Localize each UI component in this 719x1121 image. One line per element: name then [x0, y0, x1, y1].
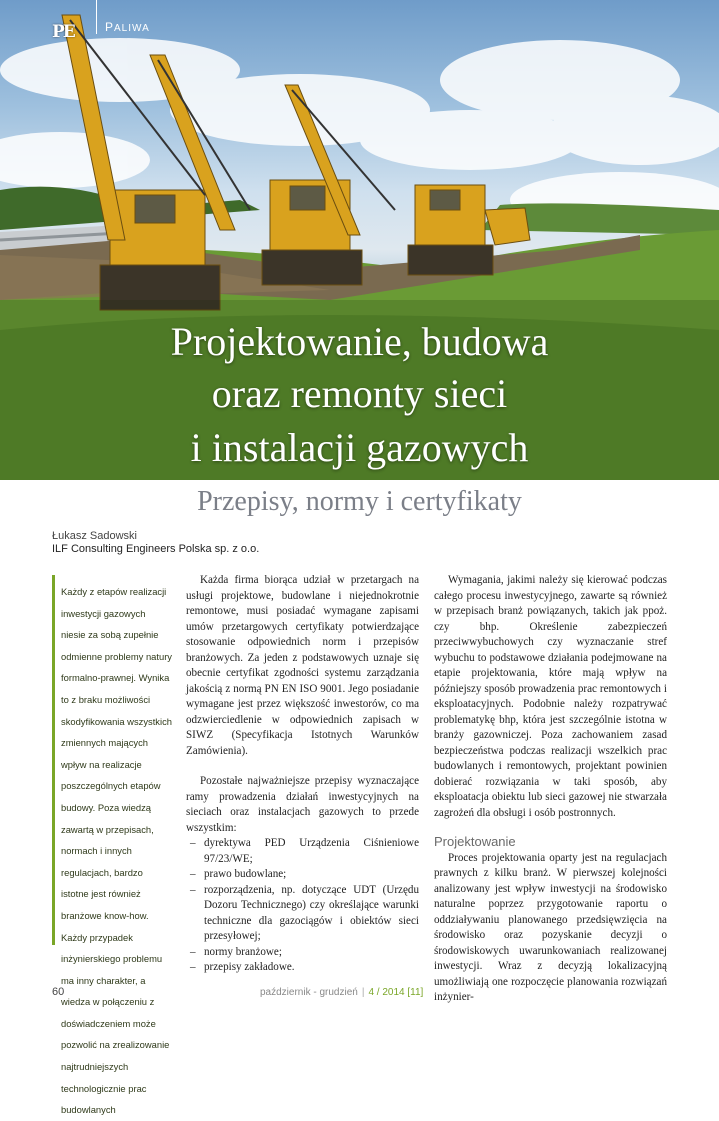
article-title-line-2: oraz remonty sieci: [211, 371, 508, 416]
issue-date: październik - grudzień: [260, 987, 358, 998]
body-paragraph: Proces projektowania oparty jest na regulacjach prawnych z kilku branż. W pierwszej kolejności analizowany jest wpływ inwestycji na środowisko naturalne poprzez przygotowanie raportu o oddziaływaniu planowanego przedsięwzięcia na środowisko oraz pozyskanie decyzji o środowiskowych uwarunkowaniach realizowanej inwestycji. Wraz z decyzją lokalizacyjną umożliwiają one rozpoczęcie planowania rozwiązań inżynier-: [434, 851, 667, 1003]
author-name: Łukasz Sadowski: [52, 530, 137, 542]
hero-image: [0, 0, 719, 480]
footer-divider: |: [361, 987, 365, 998]
article-subtitle: Przepisy, normy i certyfikaty: [197, 486, 522, 517]
list-item: – dyrektywa PED Urządzenia Ciśnieniowe 97/23/WE;: [186, 836, 419, 867]
regulations-list: [186, 836, 419, 976]
article-title-line-3: i instalacji gazowych: [190, 425, 529, 470]
issue-number: 4 / 2014 [11]: [368, 987, 424, 998]
header-divider: [96, 0, 97, 34]
list-item: – przepisy zakładowe.: [186, 960, 419, 976]
body-column-2: [186, 573, 419, 976]
lead-text: Każdy z etapów realizacji inwestycji gazowych niesie za sobą zupełnie odmienne problemy natury formalno-prawnej. Wynika to z braku możliwości skodyfikowania wszystkich zmiennych mających wpływ na realizacje poszczególnych etapów budowy. Poza wiedzą zawartą w przepisach, normach i innych regulacjach, bardzo istotne jest również branżowe know-how. Każdy przypadek inżynierskiego problemu ma inny charakter, a wiedza w połączeniu z doświadczeniem może pozwolić na zrealizowanie najtrudniejszych technologicznie prac budowlanych: [61, 586, 172, 1116]
logo-text: PE: [52, 22, 74, 42]
body-paragraph: Pozostałe najważniejsze przepisy wyznaczające ramy prowadzenia działań inwestycyjnych na sieciach oraz instalacjach gazowych to przede wszystkim:: [186, 775, 419, 834]
list-item: – rozporządzenia, np. dotyczące UDT (Urzędu Dozoru Technicznego) czy określające warunki techniczne dla gazociągów i obiektów sieci przesyłowej;: [186, 883, 419, 945]
section-heading: Projektowanie: [434, 834, 516, 849]
article-title-line-1: Projektowanie, budowa: [170, 319, 549, 364]
issue-info: [260, 987, 423, 998]
body-column-3: [434, 573, 667, 1006]
author-company: ILF Consulting Engineers Polska sp. z o.o.: [52, 543, 260, 555]
section-label: PALIWA: [105, 20, 150, 34]
magazine-logo: [52, 22, 84, 44]
page-number: 60: [52, 986, 65, 998]
list-item: – prawo budowlane;: [186, 867, 419, 883]
list-item: – normy branżowe;: [186, 945, 419, 961]
body-paragraph: Każda firma biorąca udział w przetargach na usługi projektowe, budowlane i niejednokrotnie remontowe, musi posiadać wymagane zapisami umów przetargowych certyfikaty potwierdzające stosowanie odpowiednich norm i przepisów branżowych. Za jeden z podstawowych uznaje się obecnie certyfikat zgodności systemu zarządzania jakością z normą PN EN ISO 9001. Jego posiadanie wymagane jest przez większość inwestorów, co ma odzwierciedlenie w odpowiednich zapisach w SIWZ (Specyfikacja Istotnych Warunków Zamówienia).: [186, 574, 419, 757]
body-paragraph: Wymagania, jakimi należy się kierować podczas całego procesu inwestycyjnego, zawarte są również w przepisach branż powiązanych, takich jak ppoż. czy bhp. Określenie zabezpieczeń przeciwwybuchowych czy wyznaczanie stref wybuchu to podstawowe działania podejmowane na etapie projektowania, które mają wpływ na późniejszy sposób prowadzenia prac remontowych i eksploatacyjnych. Podobnie należy rozpatrywać problematykę bhp, która jest szczególnie istotna w branży gazowniczej. Poza zachowaniem zasad bezpieczeństwa podczas realizacji wszelkich prac budowlanych i remontowych, projektant powinien dobierać rozwiązania w taki sposób, aby eksploatacja obiektu lub sieci gazowej nie stwarzała zagrożeń dla obsługi i osób postronnych.: [434, 574, 667, 819]
